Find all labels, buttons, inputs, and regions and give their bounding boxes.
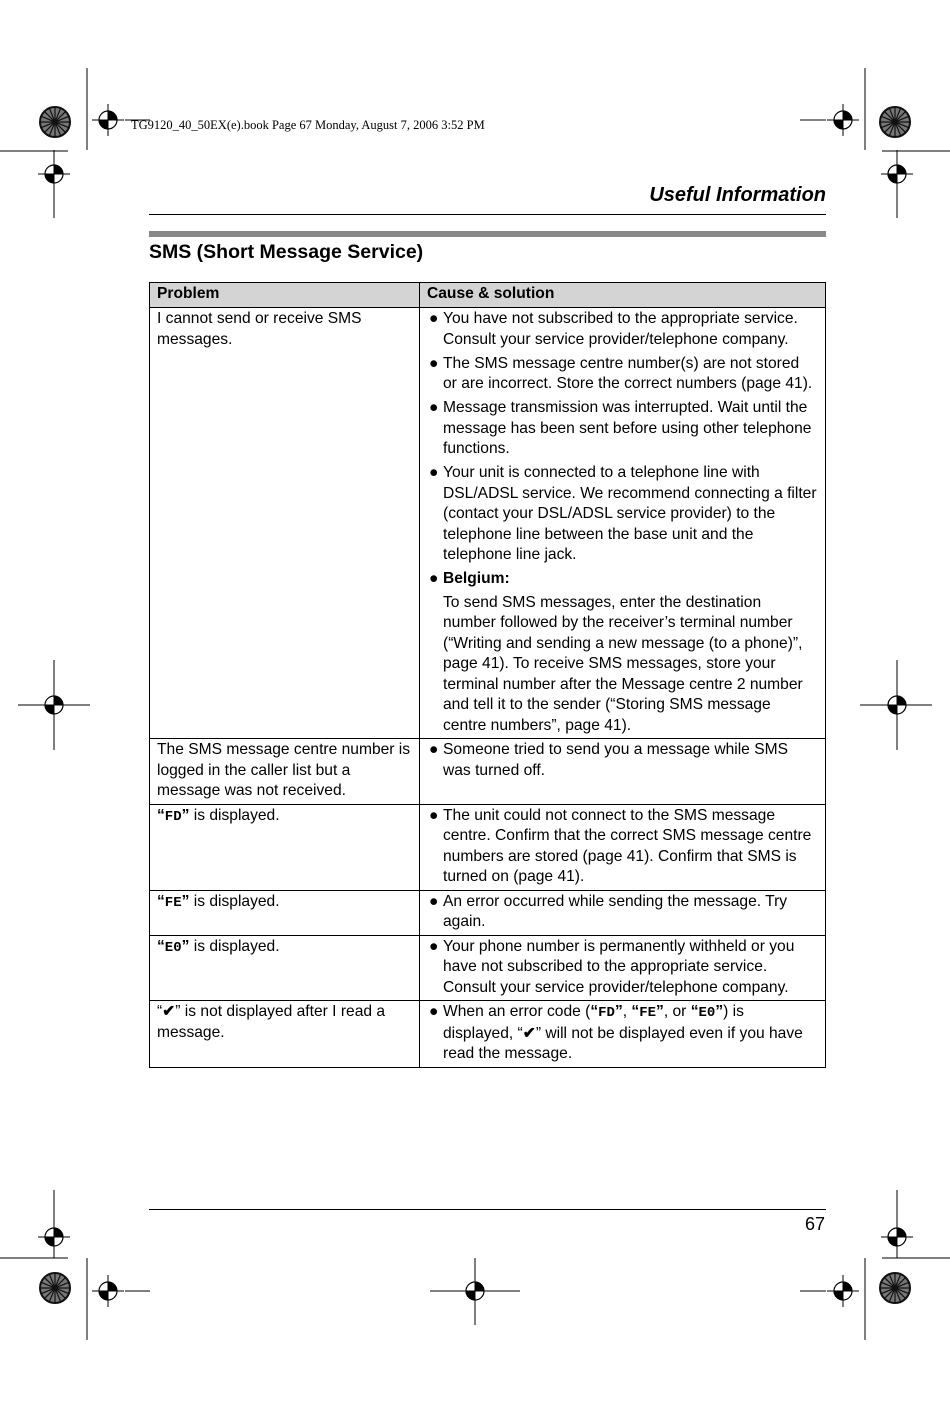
error-code: E0: [698, 1005, 716, 1021]
bullet-icon: ●: [429, 937, 439, 955]
bullet-icon: ●: [429, 464, 439, 481]
header-problem: Problem: [150, 283, 420, 308]
solution-item: ● You have not subscribed to the appropriate service. Consult your service provider/telephone company.: [429, 310, 798, 348]
solution-item: ● Your phone number is permanently withheld or you have not subscribed to the appropriate service. Consult your service provider/telephone company.: [429, 937, 795, 996]
error-code: FE: [164, 894, 182, 911]
problem-cell: “FD” is displayed.: [150, 804, 420, 890]
problem-cell: I cannot send or receive SMS messages.: [150, 308, 420, 739]
belgium-text: To send SMS messages, enter the destination number followed by the receiver’s terminal number (“Writing and sending a new message (to a phone)”, page 41). To receive SMS messages, store your terminal number after the Message centre 2 number and tell it to the sender (“Storing SMS message centre numbers”, page 41).: [443, 593, 803, 734]
header-cause-solution: Cause & solution: [420, 283, 826, 308]
error-code: FD: [164, 808, 182, 825]
solution-item: ● Message transmission was interrupted. Wait until the message has been sent before using other telephone functions.: [429, 399, 812, 457]
error-code: FD: [598, 1005, 615, 1021]
check-icon: ✔: [162, 1003, 176, 1020]
footer-rule: [149, 1209, 826, 1210]
problem-cell: The SMS message centre number is logged in the caller list but a message was not received.: [150, 739, 420, 805]
table-row: [150, 739, 826, 805]
solution-cell: [420, 804, 826, 890]
page-number: 67: [804, 1214, 825, 1234]
bullet-icon: ●: [429, 354, 439, 372]
bullet-icon: ●: [429, 892, 439, 910]
problem-cell: “FE” is displayed.: [150, 890, 420, 935]
solution-cell: [420, 1001, 826, 1068]
solution-cell: [420, 308, 826, 739]
table-row: [150, 890, 826, 935]
bullet-icon: ●: [429, 570, 439, 587]
solution-item: ● An error occurred while sending the message. Try again.: [429, 892, 788, 930]
check-icon: ✔: [522, 1024, 536, 1042]
solution-cell: [420, 890, 826, 935]
problem-cell: “✔” is not displayed after I read a message.: [150, 1001, 420, 1068]
solution-item: ● When an error code (“FD”, “FE”, or “E0”) is displayed, “✔” will not be displayed even if you have read the message.: [429, 1003, 803, 1062]
error-code: E0: [164, 939, 182, 956]
table-header-row: [150, 283, 826, 308]
troubleshooting-table: [149, 282, 826, 1068]
bullet-icon: ●: [429, 806, 439, 824]
header-rule: [149, 214, 826, 215]
solution-cell: [420, 739, 826, 805]
solution-item-belgium: [428, 569, 817, 736]
table-row: [150, 804, 826, 890]
problem-cell: “E0” is displayed.: [150, 935, 420, 1001]
solution-cell: [420, 935, 826, 1001]
table-row: [150, 1001, 826, 1068]
bullet-icon: ●: [429, 310, 439, 327]
solution-item: ● The SMS message centre number(s) are not stored or are incorrect. Store the correct numbers (page 41).: [429, 354, 813, 392]
table-row: [150, 308, 826, 739]
print-info: TG9120_40_50EX(e).book Page 67 Monday, August 7, 2006 3:52 PM: [131, 118, 485, 132]
header-bar: [149, 231, 826, 237]
solution-item: ● The unit could not connect to the SMS message centre. Confirm that the correct SMS message centre numbers are stored (page 41). Confirm that SMS is turned on (page 41).: [429, 806, 812, 885]
solution-item: ● Someone tried to send you a message while SMS was turned off.: [429, 741, 788, 779]
error-code: FE: [639, 1005, 657, 1021]
bullet-icon: ●: [429, 399, 439, 416]
belgium-label: Belgium:: [443, 570, 510, 587]
table-row: [150, 935, 826, 1001]
bullet-icon: ●: [429, 741, 439, 758]
bullet-icon: ●: [429, 1003, 439, 1020]
solution-item: ● Your unit is connected to a telephone line with DSL/ADSL service. We recommend connecting a filter (contact your DSL/ADSL service provider) to the telephone line between the base unit and the telephone line jack.: [429, 464, 817, 563]
page-heading: SMS (Short Message Service): [149, 241, 424, 263]
section-title: Useful Information: [649, 184, 826, 206]
